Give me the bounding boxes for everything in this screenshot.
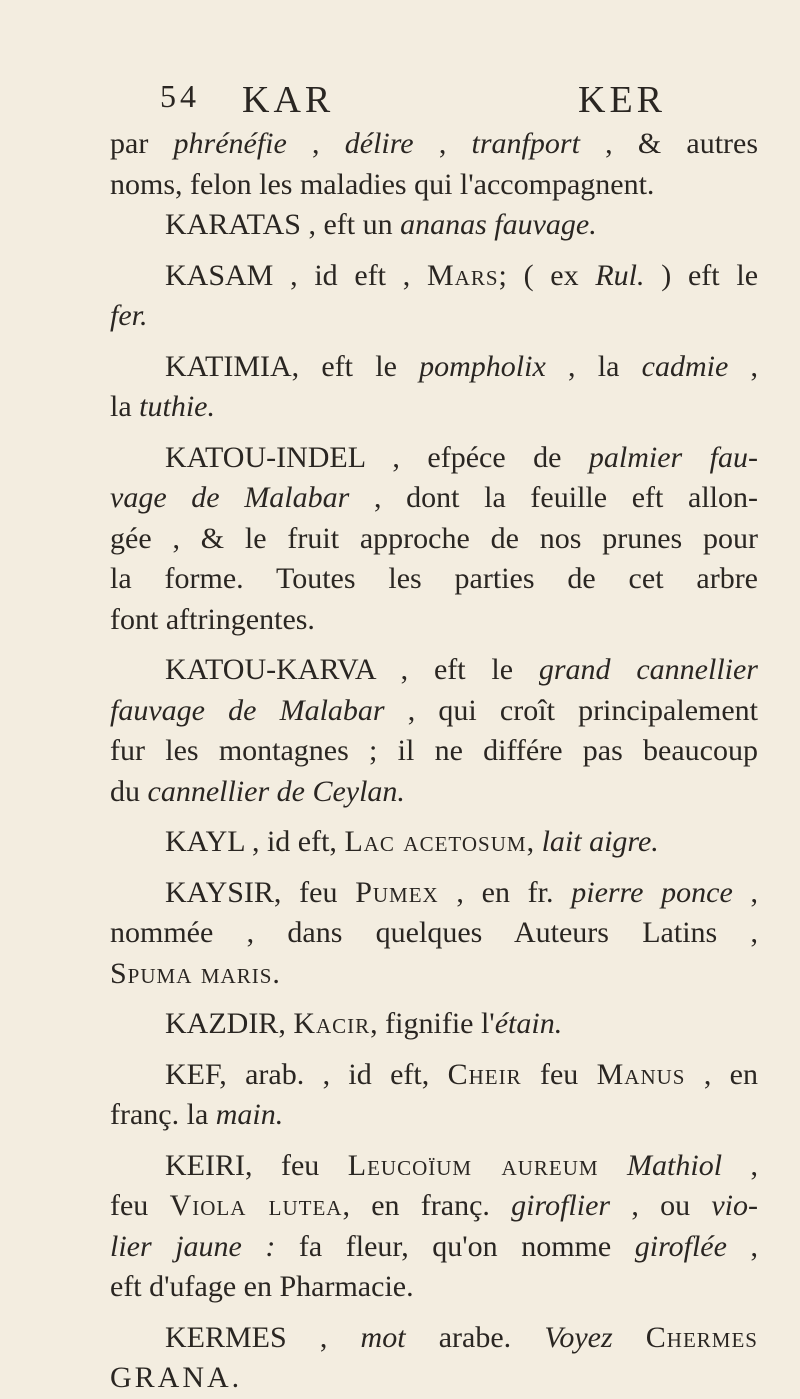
entry-gap [110, 863, 758, 873]
entry-katou-indel [110, 438, 758, 641]
text-line [110, 873, 758, 914]
text-run: du [110, 774, 148, 808]
entry-katimia [110, 347, 758, 428]
entry-gap [110, 428, 758, 438]
text-line [110, 1055, 758, 1096]
text-run: Viola lutea [169, 1189, 343, 1222]
text-line [110, 1227, 758, 1268]
text-run: Pumex [355, 875, 439, 909]
entry-gap [110, 812, 758, 822]
text-line [110, 913, 758, 954]
entry-continuation [110, 124, 758, 205]
text-run: , [413, 127, 472, 160]
entry-gap [110, 994, 758, 1004]
text-run: KAZDIR, [165, 1007, 294, 1040]
text-run: Mathiol [627, 1148, 723, 1182]
text-run: ) eft le [644, 258, 758, 292]
text-line [110, 559, 758, 600]
entry-gap [110, 337, 758, 347]
text-line [110, 347, 758, 388]
text-run: KEF, arab. , id eft, [165, 1057, 448, 1091]
text-run: KARATAS , eft un [165, 208, 401, 241]
text-line [110, 1095, 758, 1136]
text-run: franç. la [110, 1098, 216, 1131]
text-line [110, 1004, 758, 1045]
text-run: , & autres [579, 127, 758, 160]
text-run: gée , & le fruit approche de nos prunes pour [110, 521, 758, 555]
text-run: , fignifie l' [370, 1007, 495, 1040]
text-run: KASAM , id eft , [165, 258, 427, 292]
text-run: fauvage de Malabar [110, 693, 385, 727]
text-line [110, 954, 758, 995]
text-run: Cheir [447, 1057, 522, 1091]
text-run: étain. [494, 1007, 563, 1040]
text-run: par [110, 127, 174, 160]
text-run: vio- [711, 1189, 758, 1222]
text-run: giroflier [511, 1189, 611, 1222]
text-run: , dont la feuille eft allon- [349, 481, 758, 514]
text-line [110, 822, 758, 863]
running-header [160, 78, 700, 128]
entry-kazdir [110, 1004, 758, 1045]
text-run: fur les montagnes ; il ne différe pas beaucoup [110, 734, 758, 767]
text-run: ananas fauvage. [400, 208, 597, 241]
text-line [110, 478, 758, 519]
text-line [110, 731, 758, 772]
text-run: nommée , dans quelques Auteurs Latins , [110, 916, 758, 949]
text-run: phrénéfie [173, 127, 287, 160]
text-run: feu [521, 1057, 597, 1091]
text-run: Leucoïum aureum [347, 1148, 599, 1182]
text-run: la [110, 390, 140, 423]
entry-karatas [110, 205, 758, 246]
text-run: KERMES , [165, 1320, 361, 1354]
entry-gap [110, 246, 758, 256]
text-run: giroflée [634, 1229, 727, 1263]
text-run: cannellier de Ceylan. [147, 774, 405, 808]
text-run: KATOU-KARVA , eft le [165, 653, 539, 686]
text-run: , en fr. [438, 875, 572, 909]
text-run: , [728, 349, 758, 383]
text-run: pierre ponce [571, 875, 733, 909]
text-line [110, 1146, 758, 1187]
entry-keiri [110, 1146, 758, 1308]
right-running-head: KER [578, 79, 666, 121]
entry-kayl [110, 822, 758, 863]
text-run: , ou [610, 1189, 712, 1222]
text-line [110, 124, 758, 165]
text-run [613, 1321, 646, 1354]
text-run: Manus [596, 1057, 686, 1091]
text-run: Chermes [645, 1320, 758, 1354]
text-run: Lac acetosum [344, 825, 527, 858]
text-run [599, 1149, 627, 1182]
text-run: , [286, 127, 345, 160]
text-run: , en [685, 1057, 758, 1091]
text-line [110, 438, 758, 479]
text-run: KAYSIR, feu [165, 875, 356, 909]
text-line [110, 691, 758, 732]
text-run: mot [360, 1320, 406, 1354]
text-run: main. [215, 1098, 284, 1131]
text-line [110, 519, 758, 560]
text-run: palmier fau- [588, 440, 758, 474]
entry-gap [110, 640, 758, 650]
text-run: font aftringentes. [110, 602, 315, 636]
text-line [110, 600, 758, 641]
entry-kaysir [110, 873, 758, 995]
text-run: , [526, 825, 542, 858]
text-run: vage de Malabar [110, 481, 350, 514]
entry-gap [110, 1045, 758, 1055]
text-line [110, 256, 758, 297]
text-line [110, 1318, 758, 1359]
page-number: 54 [160, 78, 200, 114]
text-run: KEIRI, feu [165, 1148, 348, 1182]
text-run: Spuma maris. [110, 956, 281, 990]
text-run: , qui croît principalement [384, 693, 758, 727]
text-line [110, 1358, 758, 1399]
text-line [110, 296, 758, 337]
entry-kef [110, 1055, 758, 1136]
text-run: fer. [110, 299, 148, 332]
entry-kasam [110, 256, 758, 337]
text-run: KATOU-INDEL , efpéce de [165, 440, 589, 474]
text-run: , la [545, 349, 642, 383]
text-run: KAYL , id eft, [165, 825, 345, 858]
text-line [110, 650, 758, 691]
text-run: cadmie [641, 349, 729, 383]
text-run: eft d'ufage en Pharmacie. [110, 1270, 414, 1303]
text-run: délire [344, 127, 414, 160]
entry-kermes [110, 1318, 758, 1399]
text-run: lait aigre. [541, 825, 659, 858]
text-run: , [726, 1229, 758, 1263]
text-run: feu [110, 1189, 170, 1222]
entry-gap [110, 1308, 758, 1318]
text-run: , en franç. [342, 1189, 512, 1222]
text-line [110, 772, 758, 813]
text-line [110, 1267, 758, 1308]
text-line [110, 165, 758, 206]
text-run: lier jaune : [110, 1229, 276, 1263]
text-run: noms, felon les maladies qui l'accompagnent. [110, 167, 655, 201]
text-line [110, 205, 758, 246]
text-run: la forme. Toutes les parties de cet arbre [110, 562, 758, 595]
text-run: , [722, 1148, 758, 1182]
text-run: grand cannellier [538, 653, 758, 686]
text-run: Mars [426, 258, 499, 292]
text-run: tranfport [471, 127, 580, 160]
text-run: fa fleur, qu'on nomme [275, 1229, 635, 1263]
text-run: Kacir [293, 1007, 371, 1040]
dictionary-body [110, 124, 758, 1399]
text-run: GRANA. [110, 1361, 243, 1394]
text-run: Voyez [544, 1320, 613, 1354]
text-run: , [732, 875, 758, 909]
text-run: Rul. [595, 258, 645, 292]
text-run: KATIMIA, eft le [165, 349, 420, 383]
left-running-head: KAR [242, 79, 335, 121]
text-run: arabe. [405, 1320, 545, 1354]
text-run: ; ( ex [498, 258, 596, 292]
entry-gap [110, 1136, 758, 1146]
text-run: pompholix [419, 349, 546, 383]
text-line [110, 387, 758, 428]
entry-katou-karva [110, 650, 758, 812]
text-line [110, 1186, 758, 1227]
text-run: tuthie. [139, 390, 215, 423]
